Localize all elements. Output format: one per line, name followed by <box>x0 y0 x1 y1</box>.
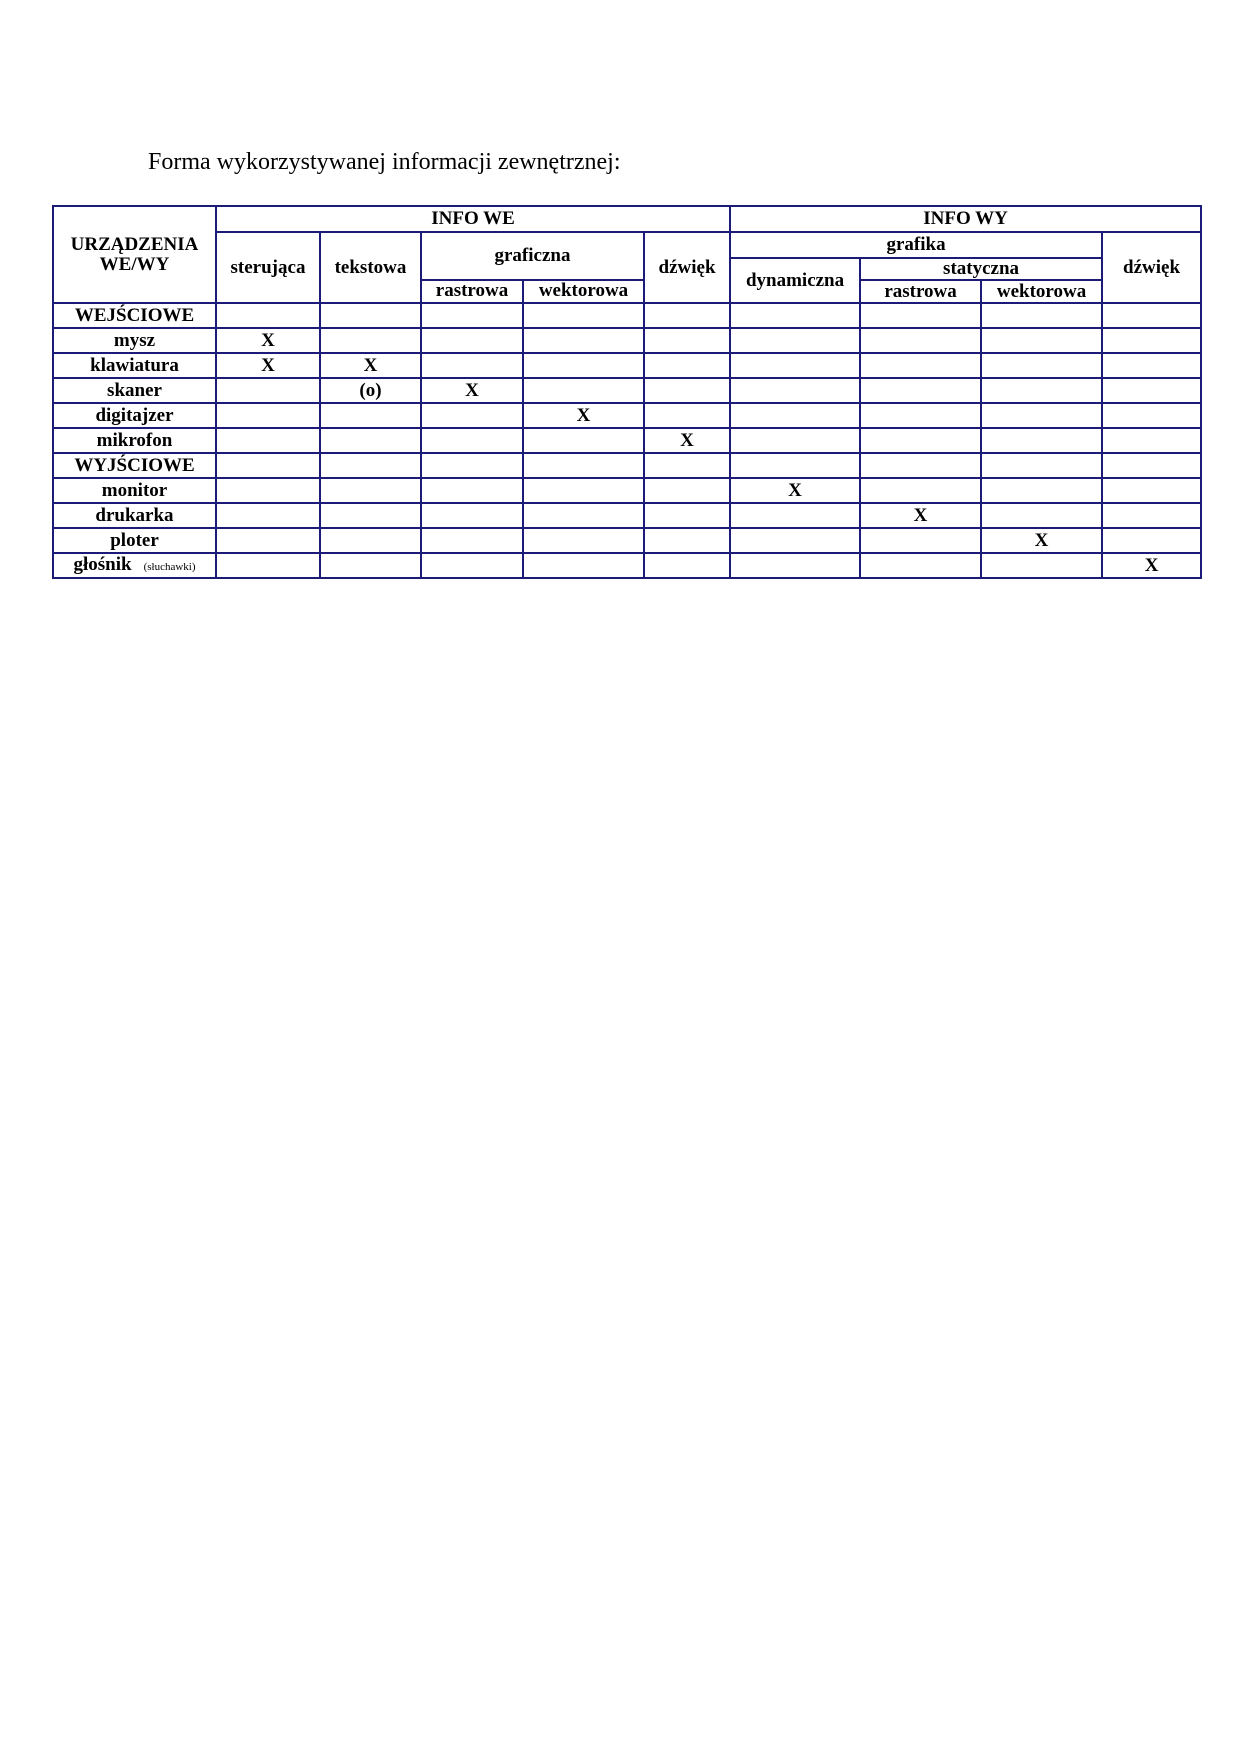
io-devices-table <box>52 205 1202 579</box>
table-cell <box>523 428 644 453</box>
table-row <box>53 503 1201 528</box>
table-cell <box>981 403 1102 428</box>
table-cell <box>216 453 320 478</box>
table-cell <box>421 528 523 553</box>
table-cell: X <box>981 528 1102 553</box>
table-cell <box>860 478 981 503</box>
table-cell <box>644 353 730 378</box>
table-cell: (o) <box>320 378 421 403</box>
table-cell <box>644 503 730 528</box>
row-label-text: mikrofon <box>96 429 173 451</box>
table-cell <box>216 303 320 328</box>
row-label <box>53 503 216 528</box>
row-label <box>53 353 216 378</box>
table-cell <box>981 353 1102 378</box>
table-cell <box>860 528 981 553</box>
table-cell: X <box>421 378 523 403</box>
table-cell <box>730 428 860 453</box>
table-cell <box>421 478 523 503</box>
header-out-grafika: grafika <box>730 232 1102 258</box>
table-cell <box>730 328 860 353</box>
table-cell: X <box>730 478 860 503</box>
table-cell <box>1102 428 1201 453</box>
row-label-text: ploter <box>110 529 159 551</box>
row-label <box>53 553 216 578</box>
table-row <box>53 428 1201 453</box>
table-cell <box>320 403 421 428</box>
table-cell <box>860 403 981 428</box>
table-cell <box>1102 378 1201 403</box>
header-in-sterujaca: sterująca <box>216 232 320 303</box>
row-label <box>53 378 216 403</box>
table-cell: X <box>216 328 320 353</box>
table-cell <box>860 453 981 478</box>
table-cell: X <box>523 403 644 428</box>
table-cell <box>421 328 523 353</box>
header-devices <box>53 206 216 303</box>
table-cell <box>320 453 421 478</box>
table-cell <box>1102 503 1201 528</box>
table-cell <box>644 303 730 328</box>
header-out-rastrowa: rastrowa <box>860 280 981 303</box>
table-cell <box>523 478 644 503</box>
table-cell <box>320 478 421 503</box>
table-cell <box>730 353 860 378</box>
header-in-tekstowa: tekstowa <box>320 232 421 303</box>
table-cell <box>1102 453 1201 478</box>
header-out-wektorowa: wektorowa <box>981 280 1102 303</box>
row-label-text: digitajzer <box>95 404 174 426</box>
table-cell <box>860 328 981 353</box>
table-cell <box>981 453 1102 478</box>
header-out-dynamiczna: dynamiczna <box>730 258 860 303</box>
table-cell <box>1102 403 1201 428</box>
row-label-text: WYJŚCIOWE <box>74 454 195 476</box>
header-info-wy: INFO WY <box>730 206 1201 232</box>
header-in-wektorowa: wektorowa <box>523 280 644 303</box>
table-cell <box>216 428 320 453</box>
row-label-text: mysz <box>113 329 156 351</box>
row-label <box>53 528 216 553</box>
header-in-dzwiek: dźwięk <box>644 232 730 303</box>
row-label-text: głośnik <box>73 553 132 575</box>
table-cell <box>981 303 1102 328</box>
table-cell <box>320 428 421 453</box>
row-label-note: (słuchawki) <box>143 560 196 573</box>
table-cell <box>730 403 860 428</box>
header-out-dzwiek: dźwięk <box>1102 232 1201 303</box>
table-cell <box>421 303 523 328</box>
table-cell <box>730 453 860 478</box>
table-row <box>53 553 1201 578</box>
table-cell <box>523 353 644 378</box>
table-cell <box>421 353 523 378</box>
table-cell: X <box>216 353 320 378</box>
table-cell <box>421 403 523 428</box>
table-cell <box>644 403 730 428</box>
table-cell <box>1102 303 1201 328</box>
table-cell <box>730 303 860 328</box>
table-cell: X <box>1102 553 1201 578</box>
table-cell <box>860 428 981 453</box>
table-cell <box>421 503 523 528</box>
table-cell <box>981 553 1102 578</box>
table-cell <box>216 378 320 403</box>
table-cell <box>644 453 730 478</box>
table-cell <box>1102 328 1201 353</box>
table-cell: X <box>860 503 981 528</box>
table-cell <box>523 328 644 353</box>
table-row <box>53 478 1201 503</box>
header-in-graficzna: graficzna <box>421 232 644 280</box>
table-row <box>53 528 1201 553</box>
table-row <box>53 378 1201 403</box>
table-cell <box>523 528 644 553</box>
table-cell <box>730 553 860 578</box>
table-cell <box>730 503 860 528</box>
table-cell <box>730 528 860 553</box>
table-cell <box>421 453 523 478</box>
document-heading: Forma wykorzystywanej informacji zewnętrznej: <box>148 149 621 175</box>
table-cell <box>320 328 421 353</box>
table-cell <box>523 378 644 403</box>
row-label <box>53 403 216 428</box>
row-label <box>53 328 216 353</box>
row-label <box>53 478 216 503</box>
row-label <box>53 453 216 478</box>
table-cell <box>644 478 730 503</box>
table-cell <box>860 378 981 403</box>
table-cell <box>1102 353 1201 378</box>
table-cell <box>981 478 1102 503</box>
table-row <box>53 328 1201 353</box>
row-label-text: skaner <box>107 379 162 401</box>
table-cell <box>523 453 644 478</box>
table-cell <box>644 528 730 553</box>
table-cell <box>421 428 523 453</box>
table-cell <box>644 328 730 353</box>
table-cell <box>523 303 644 328</box>
table-cell <box>523 503 644 528</box>
table-row <box>53 403 1201 428</box>
table-cell <box>216 403 320 428</box>
header-out-statyczna: statyczna <box>860 258 1102 280</box>
table-body <box>53 303 1201 578</box>
row-label-text: WEJŚCIOWE <box>74 304 195 326</box>
table-cell <box>320 553 421 578</box>
table-cell <box>320 503 421 528</box>
row-label <box>53 303 216 328</box>
table-cell <box>320 528 421 553</box>
row-label-text: drukarka <box>95 504 174 526</box>
table-cell <box>981 503 1102 528</box>
table-cell <box>730 378 860 403</box>
table-cell <box>216 478 320 503</box>
table-cell <box>644 553 730 578</box>
table-cell <box>1102 528 1201 553</box>
header-in-rastrowa: rastrowa <box>421 280 523 303</box>
table-cell <box>216 503 320 528</box>
table-cell <box>523 553 644 578</box>
table-cell <box>216 528 320 553</box>
table-row <box>53 353 1201 378</box>
table-row <box>53 453 1201 478</box>
table-cell <box>981 378 1102 403</box>
table-cell <box>216 553 320 578</box>
table-cell <box>981 328 1102 353</box>
table-row <box>53 303 1201 328</box>
table-cell <box>644 378 730 403</box>
row-label-text: klawiatura <box>90 354 179 376</box>
table-cell <box>981 428 1102 453</box>
header-devices-line2: WE/WY <box>99 253 170 275</box>
table-cell <box>421 553 523 578</box>
table-cell <box>860 303 981 328</box>
table-cell: X <box>320 353 421 378</box>
header-info-we: INFO WE <box>216 206 730 232</box>
row-label-text: monitor <box>101 479 168 501</box>
table-cell <box>860 353 981 378</box>
table-cell: X <box>644 428 730 453</box>
header-devices-line1: URZĄDZENIA <box>70 233 199 255</box>
row-label <box>53 428 216 453</box>
table-cell <box>320 303 421 328</box>
table-cell <box>1102 478 1201 503</box>
table-cell <box>860 553 981 578</box>
